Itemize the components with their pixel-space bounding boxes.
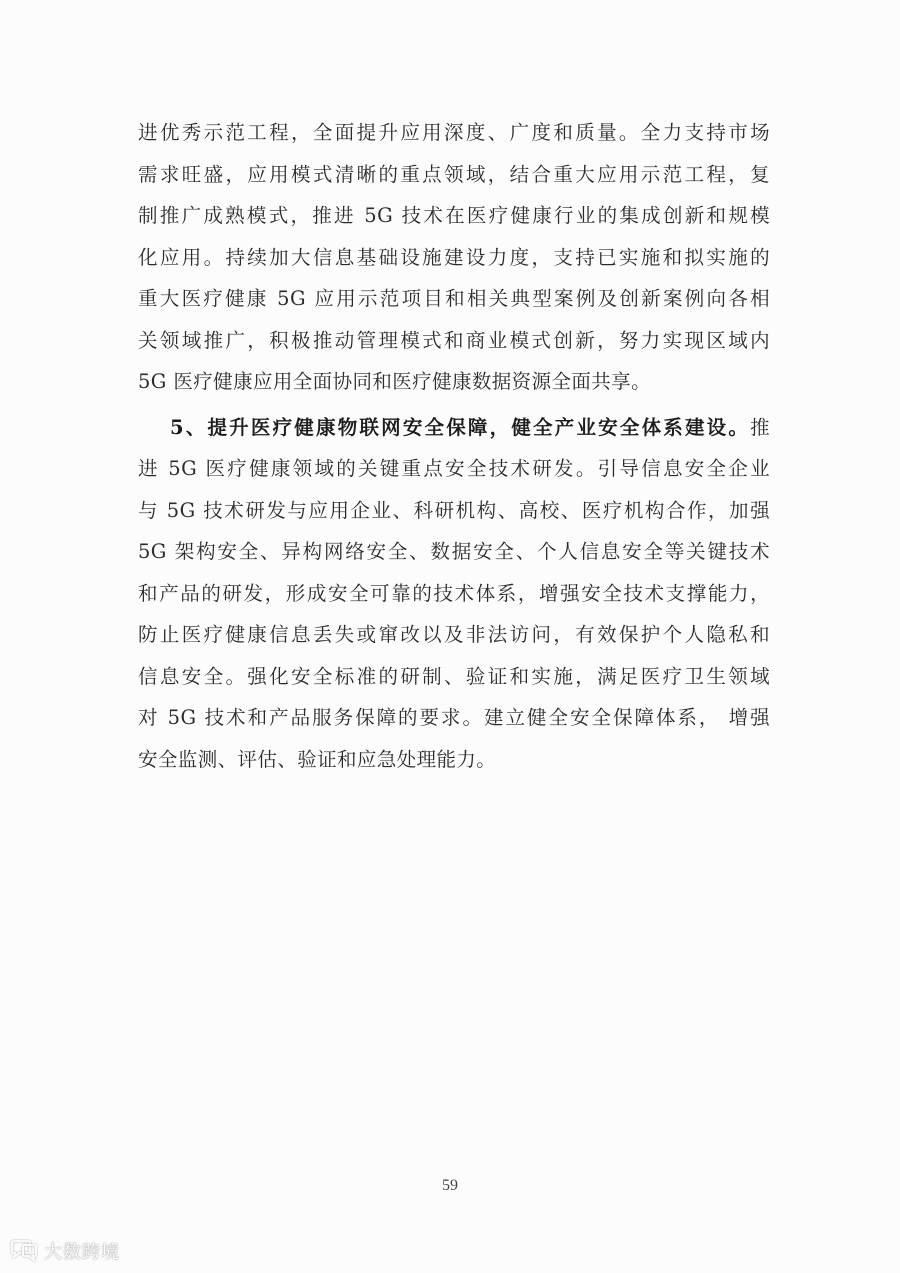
heading-tail-text: 推: [750, 415, 770, 439]
section-heading: 5、提升医疗健康物联网安全保障，健全产业安全体系建设。: [170, 415, 751, 439]
text-line: 制推广成熟模式，推进 5G 技术在医疗健康行业的集成创新和规模: [138, 204, 770, 227]
text-line: 重大医疗健康 5G 应用示范项目和相关典型案例及创新案例向各相: [138, 287, 770, 310]
watermark: [8, 1236, 120, 1266]
text-line: 安全监测、评估、验证和应急处理能力。: [138, 747, 497, 771]
page-number: 59: [442, 1177, 458, 1194]
chat-bubble-logo-icon: [8, 1239, 38, 1263]
text-line: 化应用。持续加大信息基础设施建设力度，支持已实施和拟实施的: [138, 245, 770, 269]
text-line: 防止医疗健康信息丢失或窜改以及非法访问，有效保护个人隐私和: [138, 623, 770, 646]
text-line: 进优秀示范工程，全面提升应用深度、广度和质量。全力支持市场: [138, 121, 770, 144]
paragraph-1: [138, 112, 770, 403]
body-text: [138, 112, 770, 780]
paragraph-2: [138, 407, 770, 781]
heading-line: [138, 407, 770, 449]
text-line: 5G 架构安全、异构网络安全、数据安全、个人信息安全等关键技术: [138, 540, 770, 563]
text-line: 5G 医疗健康应用全面协同和医疗健康数据资源全面共享。: [138, 370, 651, 393]
text-line: 需求旺盛，应用模式清晰的重点领域，结合重大应用示范工程，复: [138, 162, 770, 186]
text-line: 对 5G 技术和产品服务保障的要求。建立健全安全保障体系， 增强: [138, 706, 770, 729]
text-line: 关领域推广，积极推动管理模式和商业模式创新，努力实现区域内: [138, 328, 770, 352]
text-line: 与 5G 技术研发与应用企业、科研机构、高校、医疗机构合作，加强: [138, 498, 770, 522]
text-line: 进 5G 医疗健康领域的关键重点安全技术研发。引导信息安全企业: [138, 457, 770, 480]
watermark-text: 大数跨境: [44, 1242, 120, 1263]
text-line: 信息安全。强化安全标准的研制、验证和实施，满足医疗卫生领域: [138, 664, 770, 688]
text-line: 和产品的研发，形成安全可靠的技术体系，增强安全技术支撑能力，: [138, 581, 770, 605]
